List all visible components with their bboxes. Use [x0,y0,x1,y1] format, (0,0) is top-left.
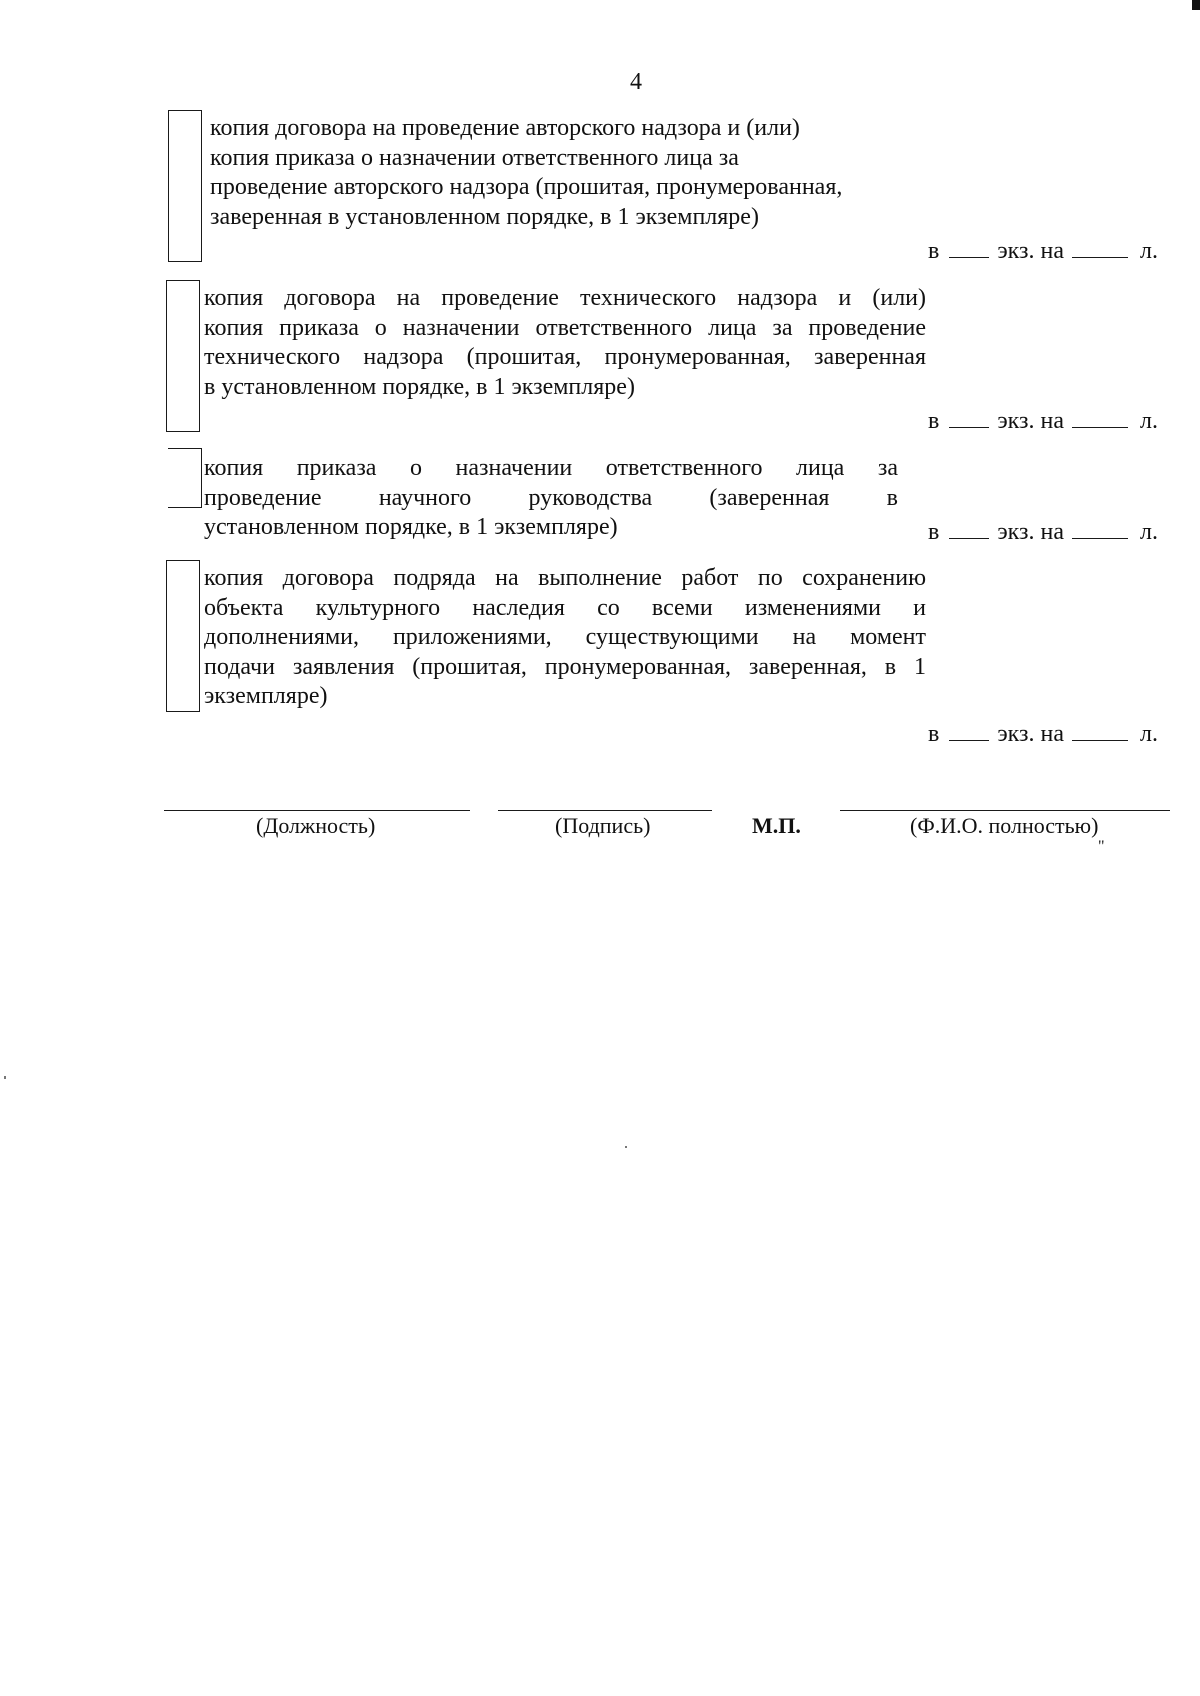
copies-blank[interactable] [949,720,989,741]
full-name-label: (Ф.И.О. полностью) [910,813,1099,838]
full-name-line[interactable] [840,810,1170,811]
text-line: проведение научного руководства (заверенная в [204,484,898,511]
text-line: подачи заявления (прошитая, пронумерованная, заверенная, в 1 [204,653,926,680]
item-text-author-supervision [210,114,930,232]
scan-speck [4,1076,6,1079]
text-line: копия договора на проведение технического надзора и (или) [204,285,926,311]
sheets-blank[interactable] [1072,237,1128,258]
copies-label: экз. на [997,238,1064,264]
item-text-technical-supervision [204,284,926,402]
text-line: экземпляре) [204,683,328,709]
text-line: копия договора подряда на выполнение работ по сохранению [204,565,926,591]
page-number: 4 [630,69,642,95]
sheets-suffix: л. [1139,519,1158,545]
sheets-blank[interactable] [1072,720,1128,741]
copies-label: экз. на [997,519,1064,545]
copies-sheets-count [928,518,1158,546]
item-text-scientific-management [204,454,898,543]
signature-label: (Подпись) [555,813,651,838]
text-line: копия приказа о назначении ответственного лица за [204,455,898,481]
sheets-blank[interactable] [1072,518,1128,539]
stamp-label: М.П. [752,813,801,838]
copies-blank[interactable] [949,518,989,539]
copies-blank[interactable] [949,407,989,428]
text-line: проведение авторского надзора (прошитая, пронумерованная, [210,174,843,200]
checkbox-contract-works[interactable] [166,560,200,712]
sheets-suffix: л. [1139,408,1158,434]
position-line[interactable] [164,810,470,811]
checkbox-author-supervision[interactable] [168,110,202,262]
copies-label: экз. на [997,721,1064,747]
scan-speck [625,1146,627,1148]
copies-prefix: в [928,238,940,264]
closing-quote: " [1098,838,1105,855]
copies-sheets-count [928,407,1158,435]
signature-line[interactable] [498,810,712,811]
text-line: установленном порядке, в 1 экземпляре) [204,514,618,540]
text-line: объекта культурного наследия со всеми изменениями и [204,594,926,621]
copies-label: экз. на [997,408,1064,434]
text-line: копия договора на проведение авторского надзора и (или) [210,115,800,141]
copies-prefix: в [928,408,940,434]
text-line: копия приказа о назначении ответственного лица за [210,144,739,171]
copies-blank[interactable] [949,237,989,258]
copies-sheets-count [928,720,1158,748]
copies-sheets-count [928,237,1158,265]
copies-prefix: в [928,721,940,747]
copies-prefix: в [928,519,940,545]
text-line: копия приказа о назначении ответственного лица за проведение [204,314,926,341]
item-text-contract-works [204,564,926,712]
sheets-suffix: л. [1139,721,1158,747]
position-label: (Должность) [256,813,376,838]
checkbox-technical-supervision[interactable] [166,280,200,432]
text-line: заверенная в установленном порядке, в 1 экземпляре) [210,203,759,230]
text-line: в установленном порядке, в 1 экземпляре) [204,373,635,400]
sheets-blank[interactable] [1072,407,1128,428]
text-line: технического надзора (прошитая, пронумерованная, заверенная [204,344,926,370]
checkbox-scientific-management[interactable] [168,448,202,508]
scan-corner-mark [1192,0,1200,10]
sheets-suffix: л. [1139,238,1158,264]
text-line: дополнениями, приложениями, существующими на момент [204,624,926,650]
